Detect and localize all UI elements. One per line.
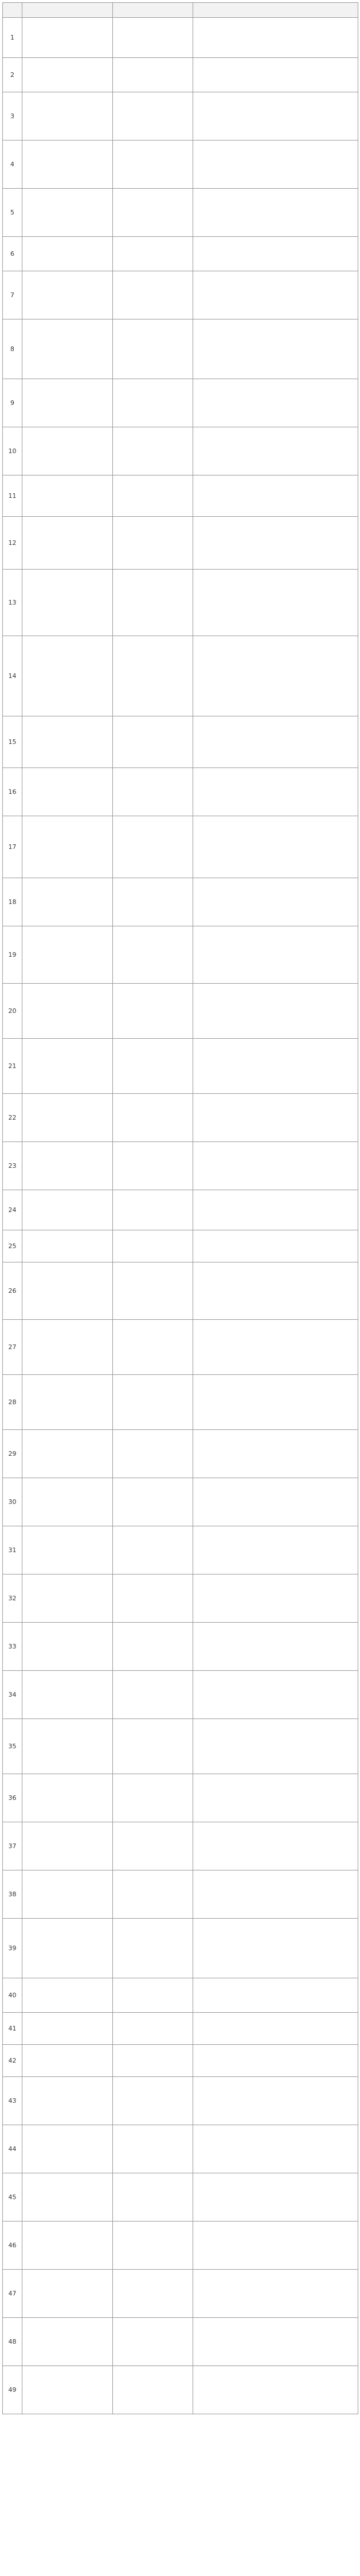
legal-basis-cell xyxy=(193,2077,358,2125)
item-name-cell xyxy=(22,878,113,926)
item-name-cell xyxy=(22,379,113,427)
legal-basis-cell xyxy=(193,1671,358,1719)
legal-basis-cell xyxy=(193,92,358,141)
serial-number-cell: 8 xyxy=(3,319,22,379)
serial-number-cell: 5 xyxy=(3,189,22,237)
serial-number-cell: 46 xyxy=(3,2222,22,2270)
item-name-cell xyxy=(22,319,113,379)
approval-department-cell xyxy=(113,816,193,878)
item-name-cell xyxy=(22,92,113,141)
legal-basis-cell xyxy=(193,2013,358,2045)
table-row xyxy=(3,984,358,1039)
legal-basis-cell xyxy=(193,816,358,878)
serial-number-cell: 40 xyxy=(3,1978,22,2013)
item-name-cell xyxy=(22,476,113,517)
item-name-cell xyxy=(22,271,113,319)
serial-number-cell: 10 xyxy=(3,427,22,476)
legal-basis-cell xyxy=(193,18,358,58)
table-row xyxy=(3,1430,358,1478)
approval-department-cell xyxy=(113,427,193,476)
serial-number-cell: 25 xyxy=(3,1230,22,1262)
approval-department-cell xyxy=(113,636,193,716)
legal-basis-cell xyxy=(193,1375,358,1430)
header-legal-basis xyxy=(193,3,358,18)
serial-number-cell: 16 xyxy=(3,768,22,816)
approval-department-cell xyxy=(113,237,193,271)
item-name-cell xyxy=(22,1671,113,1719)
legal-basis-cell xyxy=(193,2222,358,2270)
table-row xyxy=(3,189,358,237)
approval-department-cell xyxy=(113,2222,193,2270)
item-name-cell xyxy=(22,1478,113,1526)
table-row xyxy=(3,2125,358,2173)
table-row xyxy=(3,2318,358,2366)
legal-basis-cell xyxy=(193,58,358,92)
table-row xyxy=(3,1919,358,1978)
serial-number-cell: 20 xyxy=(3,984,22,1039)
legal-basis-cell xyxy=(193,1526,358,1575)
serial-number-cell: 9 xyxy=(3,379,22,427)
item-name-cell xyxy=(22,2366,113,2414)
approval-department-cell xyxy=(113,18,193,58)
legal-basis-cell xyxy=(193,2125,358,2173)
table-row xyxy=(3,1262,358,1320)
approval-department-cell xyxy=(113,1262,193,1320)
item-name-cell xyxy=(22,2013,113,2045)
item-name-cell xyxy=(22,816,113,878)
item-name-cell xyxy=(22,570,113,636)
approval-department-cell xyxy=(113,1870,193,1919)
item-name-cell xyxy=(22,984,113,1039)
table-row xyxy=(3,2173,358,2222)
table-row xyxy=(3,1774,358,1822)
item-name-cell xyxy=(22,427,113,476)
table-row xyxy=(3,1623,358,1671)
item-name-cell xyxy=(22,1575,113,1623)
table-row xyxy=(3,427,358,476)
legal-basis-cell xyxy=(193,1719,358,1774)
legal-basis-cell xyxy=(193,1230,358,1262)
item-name-cell xyxy=(22,189,113,237)
item-name-cell xyxy=(22,2270,113,2318)
item-name-cell xyxy=(22,1039,113,1094)
table-row xyxy=(3,1190,358,1230)
approval-department-cell xyxy=(113,1919,193,1978)
serial-number-cell: 18 xyxy=(3,878,22,926)
item-name-cell xyxy=(22,517,113,570)
serial-number-cell: 32 xyxy=(3,1575,22,1623)
legal-basis-cell xyxy=(193,926,358,984)
serial-number-cell: 3 xyxy=(3,92,22,141)
item-name-cell xyxy=(22,1870,113,1919)
legal-basis-cell xyxy=(193,1978,358,2013)
serial-number-cell: 28 xyxy=(3,1375,22,1430)
approval-department-cell xyxy=(113,2045,193,2077)
legal-basis-cell xyxy=(193,1142,358,1190)
serial-number-cell: 1 xyxy=(3,18,22,58)
legal-basis-cell xyxy=(193,984,358,1039)
item-name-cell xyxy=(22,2125,113,2173)
approval-department-cell xyxy=(113,1623,193,1671)
item-name-cell xyxy=(22,768,113,816)
table-row xyxy=(3,1039,358,1094)
approval-department-cell xyxy=(113,1094,193,1142)
item-name-cell xyxy=(22,2045,113,2077)
serial-number-cell: 37 xyxy=(3,1822,22,1870)
item-name-cell xyxy=(22,1719,113,1774)
approval-department-cell xyxy=(113,1190,193,1230)
table-row xyxy=(3,926,358,984)
item-name-cell xyxy=(22,2222,113,2270)
serial-number-cell: 26 xyxy=(3,1262,22,1320)
serial-number-cell: 24 xyxy=(3,1190,22,1230)
table-row xyxy=(3,1870,358,1919)
legal-basis-cell xyxy=(193,1919,358,1978)
table-row xyxy=(3,1478,358,1526)
approval-department-cell xyxy=(113,1575,193,1623)
header-item-name xyxy=(22,3,113,18)
approval-department-cell xyxy=(113,1375,193,1430)
serial-number-cell: 41 xyxy=(3,2013,22,2045)
table-row xyxy=(3,768,358,816)
approval-department-cell xyxy=(113,271,193,319)
item-name-cell xyxy=(22,1320,113,1375)
legal-basis-cell xyxy=(193,476,358,517)
approval-department-cell xyxy=(113,878,193,926)
serial-number-cell: 17 xyxy=(3,816,22,878)
table-row xyxy=(3,1230,358,1262)
item-name-cell xyxy=(22,1094,113,1142)
serial-number-cell: 30 xyxy=(3,1478,22,1526)
approval-department-cell xyxy=(113,1526,193,1575)
item-name-cell xyxy=(22,1430,113,1478)
legal-basis-cell xyxy=(193,1320,358,1375)
item-name-cell xyxy=(22,2173,113,2222)
table-row xyxy=(3,517,358,570)
legal-basis-cell xyxy=(193,1774,358,1822)
approval-department-cell xyxy=(113,92,193,141)
table-row xyxy=(3,1375,358,1430)
approval-department-cell xyxy=(113,570,193,636)
serial-number-cell: 13 xyxy=(3,570,22,636)
serial-number-cell: 45 xyxy=(3,2173,22,2222)
table-row xyxy=(3,816,358,878)
table-row xyxy=(3,570,358,636)
table-row xyxy=(3,379,358,427)
legal-basis-cell xyxy=(193,1478,358,1526)
item-name-cell xyxy=(22,1375,113,1430)
item-name-cell xyxy=(22,1142,113,1190)
serial-number-cell: 19 xyxy=(3,926,22,984)
approval-items-document xyxy=(2,2,358,2414)
approval-department-cell xyxy=(113,319,193,379)
approval-department-cell xyxy=(113,1822,193,1870)
approval-department-cell xyxy=(113,1320,193,1375)
approval-department-cell xyxy=(113,379,193,427)
serial-number-cell: 44 xyxy=(3,2125,22,2173)
legal-basis-cell xyxy=(193,1822,358,1870)
serial-number-cell: 42 xyxy=(3,2045,22,2077)
approval-department-cell xyxy=(113,1719,193,1774)
legal-basis-cell xyxy=(193,141,358,189)
approval-department-cell xyxy=(113,2013,193,2045)
approval-department-cell xyxy=(113,2270,193,2318)
item-name-cell xyxy=(22,1774,113,1822)
table-row xyxy=(3,1320,358,1375)
table-row xyxy=(3,1822,358,1870)
approval-items-table xyxy=(2,2,358,2414)
item-name-cell xyxy=(22,2077,113,2125)
table-header-row xyxy=(3,3,358,18)
table-row xyxy=(3,2045,358,2077)
serial-number-cell: 38 xyxy=(3,1870,22,1919)
serial-number-cell: 15 xyxy=(3,716,22,768)
legal-basis-cell xyxy=(193,1430,358,1478)
serial-number-cell: 23 xyxy=(3,1142,22,1190)
table-row xyxy=(3,319,358,379)
serial-number-cell: 43 xyxy=(3,2077,22,2125)
legal-basis-cell xyxy=(193,1262,358,1320)
table-row xyxy=(3,58,358,92)
serial-number-cell: 27 xyxy=(3,1320,22,1375)
serial-number-cell: 21 xyxy=(3,1039,22,1094)
table-row xyxy=(3,1142,358,1190)
table-row xyxy=(3,636,358,716)
table-row xyxy=(3,476,358,517)
item-name-cell xyxy=(22,1978,113,2013)
approval-department-cell xyxy=(113,2366,193,2414)
approval-department-cell xyxy=(113,1978,193,2013)
legal-basis-cell xyxy=(193,1623,358,1671)
table-row xyxy=(3,1671,358,1719)
approval-department-cell xyxy=(113,1671,193,1719)
table-row xyxy=(3,2222,358,2270)
serial-number-cell: 34 xyxy=(3,1671,22,1719)
legal-basis-cell xyxy=(193,2270,358,2318)
approval-department-cell xyxy=(113,1430,193,1478)
legal-basis-cell xyxy=(193,2045,358,2077)
serial-number-cell: 49 xyxy=(3,2366,22,2414)
serial-number-cell: 39 xyxy=(3,1919,22,1978)
table-row xyxy=(3,2366,358,2414)
item-name-cell xyxy=(22,1919,113,1978)
legal-basis-cell xyxy=(193,1870,358,1919)
approval-department-cell xyxy=(113,926,193,984)
item-name-cell xyxy=(22,18,113,58)
table-row xyxy=(3,1526,358,1575)
serial-number-cell: 11 xyxy=(3,476,22,517)
legal-basis-cell xyxy=(193,1094,358,1142)
legal-basis-cell xyxy=(193,768,358,816)
approval-department-cell xyxy=(113,1478,193,1526)
legal-basis-cell xyxy=(193,636,358,716)
legal-basis-cell xyxy=(193,716,358,768)
legal-basis-cell xyxy=(193,2318,358,2366)
serial-number-cell: 35 xyxy=(3,1719,22,1774)
table-row xyxy=(3,92,358,141)
approval-department-cell xyxy=(113,141,193,189)
approval-department-cell xyxy=(113,2125,193,2173)
approval-department-cell xyxy=(113,1142,193,1190)
item-name-cell xyxy=(22,141,113,189)
table-row xyxy=(3,237,358,271)
legal-basis-cell xyxy=(193,2173,358,2222)
approval-department-cell xyxy=(113,2077,193,2125)
header-approval-department xyxy=(113,3,193,18)
legal-basis-cell xyxy=(193,237,358,271)
table-row xyxy=(3,1575,358,1623)
serial-number-cell: 29 xyxy=(3,1430,22,1478)
item-name-cell xyxy=(22,716,113,768)
table-row xyxy=(3,878,358,926)
item-name-cell xyxy=(22,636,113,716)
item-name-cell xyxy=(22,58,113,92)
serial-number-cell: 12 xyxy=(3,517,22,570)
item-name-cell xyxy=(22,1526,113,1575)
item-name-cell xyxy=(22,1822,113,1870)
serial-number-cell: 31 xyxy=(3,1526,22,1575)
approval-department-cell xyxy=(113,1039,193,1094)
table-row xyxy=(3,2013,358,2045)
approval-department-cell xyxy=(113,189,193,237)
item-name-cell xyxy=(22,926,113,984)
table-row xyxy=(3,1719,358,1774)
serial-number-cell: 22 xyxy=(3,1094,22,1142)
serial-number-cell: 6 xyxy=(3,237,22,271)
serial-number-cell: 33 xyxy=(3,1623,22,1671)
serial-number-cell: 4 xyxy=(3,141,22,189)
legal-basis-cell xyxy=(193,1039,358,1094)
item-name-cell xyxy=(22,2318,113,2366)
table-row xyxy=(3,18,358,58)
legal-basis-cell xyxy=(193,271,358,319)
legal-basis-cell xyxy=(193,2366,358,2414)
approval-department-cell xyxy=(113,517,193,570)
legal-basis-cell xyxy=(193,1575,358,1623)
serial-number-cell: 48 xyxy=(3,2318,22,2366)
legal-basis-cell xyxy=(193,189,358,237)
table-row xyxy=(3,716,358,768)
approval-department-cell xyxy=(113,58,193,92)
legal-basis-cell xyxy=(193,427,358,476)
legal-basis-cell xyxy=(193,517,358,570)
legal-basis-cell xyxy=(193,1190,358,1230)
table-body xyxy=(3,18,358,2414)
legal-basis-cell xyxy=(193,379,358,427)
serial-number-cell: 2 xyxy=(3,58,22,92)
item-name-cell xyxy=(22,237,113,271)
item-name-cell xyxy=(22,1262,113,1320)
table-row xyxy=(3,271,358,319)
item-name-cell xyxy=(22,1230,113,1262)
approval-department-cell xyxy=(113,1230,193,1262)
approval-department-cell xyxy=(113,2318,193,2366)
serial-number-cell: 7 xyxy=(3,271,22,319)
approval-department-cell xyxy=(113,768,193,816)
item-name-cell xyxy=(22,1190,113,1230)
legal-basis-cell xyxy=(193,319,358,379)
table-row xyxy=(3,141,358,189)
table-row xyxy=(3,2270,358,2318)
serial-number-cell: 36 xyxy=(3,1774,22,1822)
table-row xyxy=(3,2077,358,2125)
header-serial-number xyxy=(3,3,22,18)
serial-number-cell: 47 xyxy=(3,2270,22,2318)
legal-basis-cell xyxy=(193,570,358,636)
approval-department-cell xyxy=(113,476,193,517)
legal-basis-cell xyxy=(193,878,358,926)
approval-department-cell xyxy=(113,1774,193,1822)
approval-department-cell xyxy=(113,2173,193,2222)
table-row xyxy=(3,1978,358,2013)
serial-number-cell: 14 xyxy=(3,636,22,716)
item-name-cell xyxy=(22,1623,113,1671)
approval-department-cell xyxy=(113,984,193,1039)
table-row xyxy=(3,1094,358,1142)
approval-department-cell xyxy=(113,716,193,768)
